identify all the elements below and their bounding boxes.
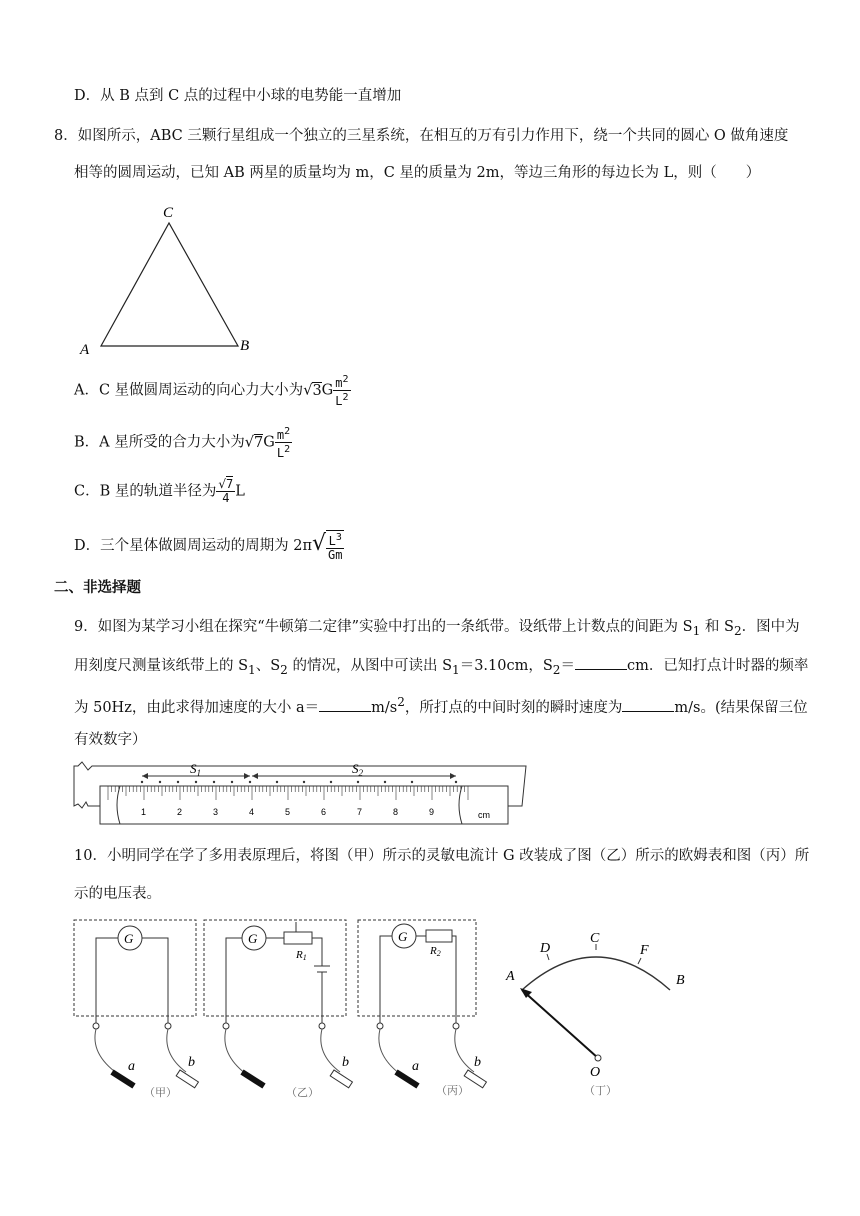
dial-o-label: O (590, 1065, 601, 1080)
s1-label: $S_1$ (190, 761, 201, 778)
s2-answer-blank[interactable] (575, 655, 627, 670)
ruler-tick-label: 1 (141, 807, 147, 817)
q8-stem-line2: 相等的圆周运动，已知 AB 两星的质量均为 m，C 星的质量为 2m，等边三角形的每边长为 L，则（ ） (74, 165, 761, 181)
ruler-tick-label: 6 (321, 807, 327, 817)
ruler-tick-label: 2 (177, 807, 183, 817)
caption-ding: （丁） (584, 1084, 617, 1097)
galvanometer-jia-label: G (124, 931, 134, 946)
q8-option-b: B．A 星所受的合力大小为√7G $\frac{m^2}{L^2}$ (74, 426, 291, 460)
s2-label: $S_2$ (352, 761, 363, 778)
q9-line1: 9．如图为某学习小组在探究“牛顿第二定律”实验中打出的一条纸带。设纸带上计数点的间距为 $S_1$ 和 $S_2$．图中为 (74, 619, 800, 638)
tape-ruler-figure (74, 760, 534, 828)
velocity-answer-blank[interactable] (622, 697, 674, 712)
acceleration-answer-blank[interactable] (319, 697, 371, 712)
section-heading: 二、非选择题 (54, 579, 141, 596)
caption-yi: （乙） (286, 1086, 319, 1099)
probe-b-bing: b (474, 1055, 481, 1070)
vertex-c-label: C (163, 205, 174, 221)
ruler-tick-label: 5 (285, 807, 291, 817)
q8-option-a: A．C 星做圆周运动的向心力大小为√3G $\frac{m^2}{L^2}$ (74, 374, 349, 408)
ruler-tick-label: 3 (213, 807, 219, 817)
q8-option-c: C．B 星的轨道半径为 $\frac{√7}{4}$ L (74, 477, 245, 505)
q9-line2: 用刻度尺测量该纸带上的 $S_1$、$S_2$ 的情况，从图中可读出 $S_1=3.10cm$，$S_2=$ cm．已知打点计时器的频率 (74, 655, 808, 680)
probe-a-bing: a (412, 1059, 419, 1074)
ruler-unit-label: cm (478, 810, 490, 820)
q8-triangle-figure (70, 200, 270, 360)
q10-line1: 10．小明同学在学了多用表原理后，将图（甲）所示的灵敏电流计 G 改装成了图（乙）所示的欧姆表和图（丙）所 (74, 848, 810, 864)
ruler-tick-label: 7 (357, 807, 363, 817)
q8-option-d: D．三个星体做圆周运动的周期为 2π√ $\frac{L^3}{Gm}$ (74, 531, 343, 562)
galvanometer-yi-label: G (248, 931, 258, 946)
dial-b-label: B (676, 973, 685, 988)
q9-line3: 为 50Hz，由此求得加速度的大小 $a= m/s^2$，所打点的中间时刻的瞬时速度为 m/s。(结果保留三位 (74, 695, 808, 716)
caption-jia: （甲） (144, 1086, 177, 1099)
q10-line2: 示的电压表。 (74, 886, 161, 902)
svg-text:R1: R1 (296, 949, 307, 962)
dial-c-label: C (590, 931, 600, 946)
meter-circuits-figure (70, 914, 710, 1104)
vertex-b-label: B (240, 338, 250, 354)
dial-d-label: D (540, 941, 551, 956)
ruler-tick-label: 9 (429, 807, 435, 817)
ruler-tick-label: 4 (249, 807, 255, 817)
svg-text:R2: R2 (430, 945, 441, 958)
ruler-tick-label: 8 (393, 807, 399, 817)
q8-stem-line1: 8．如图所示，ABC 三颗行星组成一个独立的三星系统，在相互的万有引力作用下，绕一个共同的圆心 O 做角速度 (54, 128, 789, 144)
q9-line4: 有效数字） (74, 732, 147, 748)
q7-option-d: D．从 B 点到 C 点的过程中小球的电势能一直增加 (74, 88, 402, 104)
galvanometer-bing-label: G (398, 929, 408, 944)
dial-f-label: F (640, 943, 649, 958)
vertex-a-label: A (80, 342, 90, 358)
dial-a-label: A (506, 969, 515, 984)
probe-b-jia: b (188, 1055, 195, 1070)
probe-a-jia: a (128, 1059, 135, 1074)
caption-bing: （丙） (436, 1084, 469, 1097)
probe-b-yi: b (342, 1055, 349, 1070)
